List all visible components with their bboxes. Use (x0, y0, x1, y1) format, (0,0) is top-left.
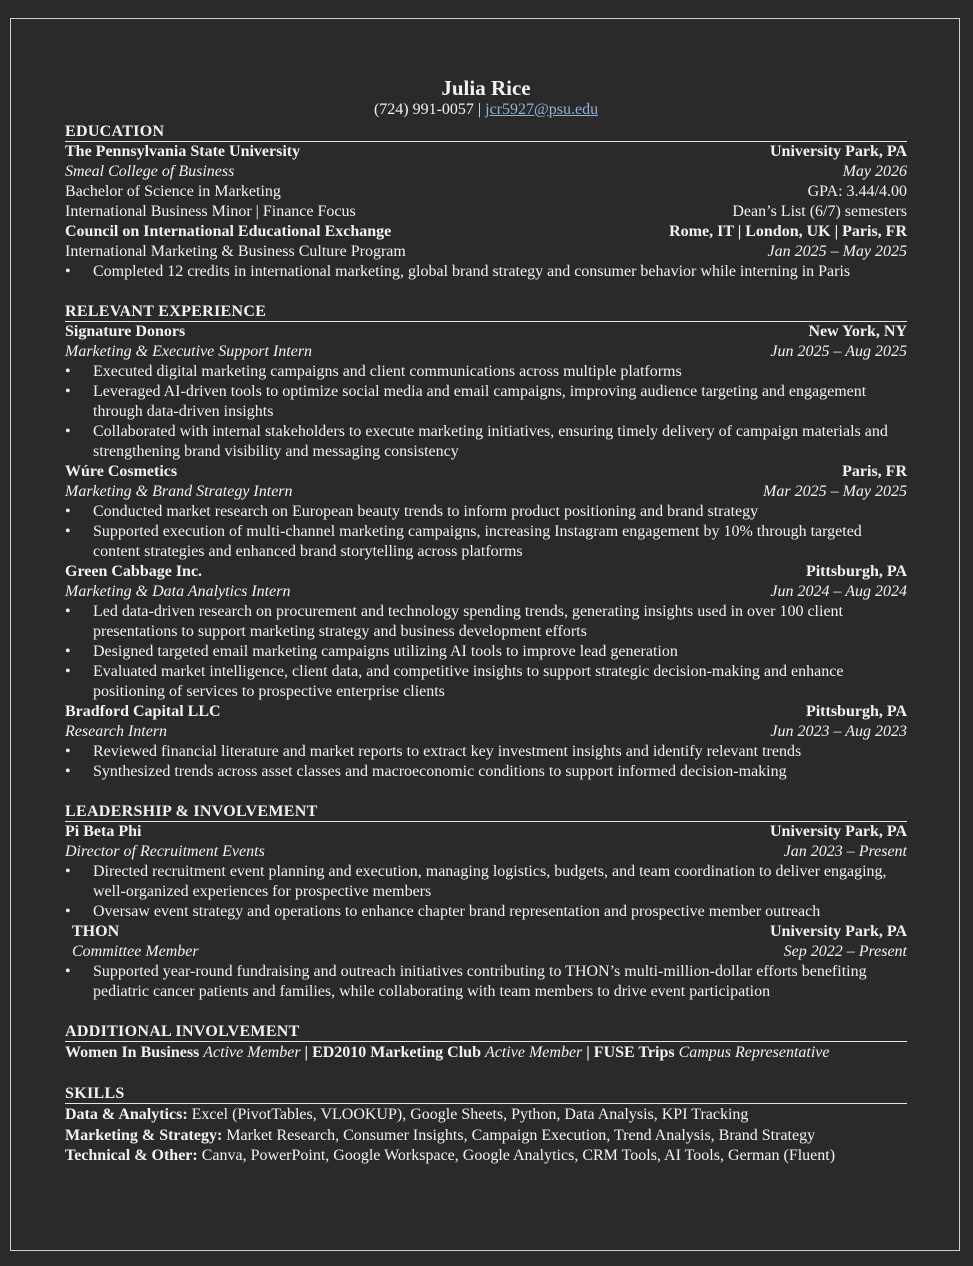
involvement-org: ED2010 Marketing Club (312, 1044, 481, 1061)
list-item: • Collaborated with internal stakeholders to execute marketing initiatives, ensuring timely delivery of campaign materials and strengthening brand visibility and messaging consistency (65, 422, 907, 462)
edu-ciee-row (65, 222, 907, 242)
job-role: Marketing & Brand Strategy Intern (65, 483, 293, 500)
job-role: Research Intern (65, 723, 168, 740)
list-item: • Evaluated market intelligence, client data, and competitive insights to support strategic decision-making and enhance positioning of services to prospective enterprise clients (65, 662, 907, 702)
edu-minor-row (65, 202, 907, 222)
edu-degree: Bachelor of Science in Marketing (65, 183, 281, 200)
additional-line (65, 1042, 907, 1064)
involvement-org: FUSE Trips (593, 1044, 675, 1061)
org-name: Pi Beta Phi (65, 823, 142, 840)
org-date: Jan 2023 – Present (783, 843, 907, 860)
edu-gpa: GPA: 3.44/4.00 (807, 183, 907, 200)
job-wure-cosmetics (65, 462, 907, 562)
list-item: • Directed recruitment event planning and execution, managing logistics, budgets, and team coordination to deliver engaging, well-organized experiences for prospective members (65, 862, 907, 902)
edu-college: Smeal College of Business (65, 163, 235, 180)
list-item: • Led data-driven research on procurement and technology spending trends, generating insights used in over 100 client presentations to support marketing strategy and business development efforts (65, 602, 907, 642)
involvement-separator: | (586, 1044, 590, 1061)
job-role: Marketing & Data Analytics Intern (65, 583, 291, 600)
skills-label: Technical & Other: (65, 1147, 198, 1164)
candidate-name: Julia Rice (441, 76, 531, 100)
job-signature-donors (65, 322, 907, 462)
skills-text: Market Research, Consumer Insights, Campaign Execution, Trend Analysis, Brand Strategy (226, 1127, 816, 1144)
phone-number: (724) 991-0057 (373, 101, 474, 118)
job-company: Signature Donors (65, 323, 186, 340)
org-date: Sep 2022 – Present (783, 943, 907, 960)
ciee-school: Council on International Educational Exchange (65, 223, 392, 240)
leadership-heading: LEADERSHIP & INVOLVEMENT (65, 802, 907, 822)
list-item: • Supported execution of multi-channel marketing campaigns, increasing Instagram engagement by 10% through targeted content strategies and enhanced brand storytelling across platforms (65, 522, 907, 562)
involvement-org: Women In Business (65, 1044, 200, 1061)
list-item: • Completed 12 credits in international marketing, global brand strategy and consumer behavior while interning in Paris (65, 262, 907, 282)
job-location: New York, NY (808, 323, 907, 340)
job-bradford-capital (65, 702, 907, 782)
list-item: • Oversaw event strategy and operations to enhance chapter brand representation and prospective member outreach (65, 902, 907, 922)
job-date: Jun 2025 – Aug 2025 (770, 343, 907, 360)
skills-label: Marketing & Strategy: (65, 1127, 223, 1144)
org-pi-beta-phi (65, 822, 907, 922)
job-green-cabbage (65, 562, 907, 702)
edu-school: The Pennsylvania State University (65, 143, 301, 160)
org-role: Committee Member (72, 943, 199, 960)
education-heading: EDUCATION (65, 122, 907, 142)
email-link[interactable]: jcr5927@psu.edu (485, 101, 599, 118)
additional-heading: ADDITIONAL INVOLVEMENT (65, 1022, 907, 1042)
job-company: Green Cabbage Inc. (65, 563, 203, 580)
job-date: Jun 2023 – Aug 2023 (770, 723, 907, 740)
edu-minor: International Business Minor | Finance Focus (65, 203, 356, 220)
skills-text: Canva, PowerPoint, Google Workspace, Google Analytics, CRM Tools, AI Tools, German (Fluent) (201, 1147, 836, 1164)
skills-heading: SKILLS (65, 1084, 907, 1104)
ciee-date: Jan 2025 – May 2025 (767, 243, 907, 260)
edu-psu-row (65, 142, 907, 162)
edu-college-row (65, 162, 907, 182)
list-item: • Reviewed financial literature and market reports to extract key investment insights and identify relevant trends (65, 742, 907, 762)
ciee-program-row (65, 242, 907, 262)
involvement-role: Active Member (484, 1044, 583, 1061)
list-item: • Synthesized trends across asset classes and macroeconomic conditions to support informed decision-making (65, 762, 907, 782)
involvement-separator: | (304, 1044, 309, 1061)
skills-line (65, 1146, 907, 1166)
edu-date: May 2026 (842, 163, 907, 180)
job-company: Wúre Cosmetics (65, 463, 178, 480)
edu-honors: Dean’s List (6/7) semesters (732, 203, 907, 220)
edu-degree-row (65, 182, 907, 202)
org-location: University Park, PA (769, 923, 907, 940)
job-location: Pittsburgh, PA (805, 563, 907, 580)
list-item: • Conducted market research on European beauty trends to inform product positioning and brand strategy (65, 502, 907, 522)
org-role: Director of Recruitment Events (65, 843, 265, 860)
contact-line (65, 100, 907, 120)
job-date: Mar 2025 – May 2025 (763, 483, 907, 500)
ciee-bullets (65, 262, 907, 282)
job-date: Jun 2024 – Aug 2024 (770, 583, 907, 600)
list-item: • Supported year-round fundraising and outreach initiatives contributing to THON’s multi-million-dollar efforts benefiting pediatric cancer patients and families, while collaborating with team members to drive event participation (65, 962, 907, 1002)
ciee-location: Rome, IT | London, UK | Paris, FR (669, 223, 907, 240)
job-role: Marketing & Executive Support Intern (65, 343, 313, 360)
list-item: • Executed digital marketing campaigns and client communications across multiple platforms (65, 362, 907, 382)
org-name: THON (72, 923, 120, 940)
skills-line (65, 1126, 907, 1146)
list-item: • Designed targeted email marketing campaigns utilizing AI tools to improve lead generation (65, 642, 907, 662)
contact-separator: | (477, 101, 482, 118)
ciee-program: International Marketing & Business Culture Program (65, 243, 406, 260)
skills-text: Excel (PivotTables, VLOOKUP), Google Sheets, Python, Data Analysis, KPI Tracking (191, 1106, 749, 1123)
org-thon (65, 922, 907, 1002)
skills-line (65, 1104, 907, 1126)
list-item: • Leveraged AI-driven tools to optimize social media and email campaigns, improving audience targeting and engagement through data-driven insights (65, 382, 907, 422)
job-company: Bradford Capital LLC (65, 703, 221, 720)
involvement-role: Campus Representative (678, 1044, 830, 1061)
job-location: Paris, FR (842, 463, 907, 480)
involvement-role: Active Member (203, 1044, 301, 1061)
resume-page (65, 76, 907, 1166)
experience-heading: RELEVANT EXPERIENCE (65, 302, 907, 322)
edu-location: University Park, PA (769, 143, 907, 160)
skills-label: Data & Analytics: (65, 1106, 188, 1123)
org-location: University Park, PA (769, 823, 907, 840)
job-location: Pittsburgh, PA (805, 703, 907, 720)
